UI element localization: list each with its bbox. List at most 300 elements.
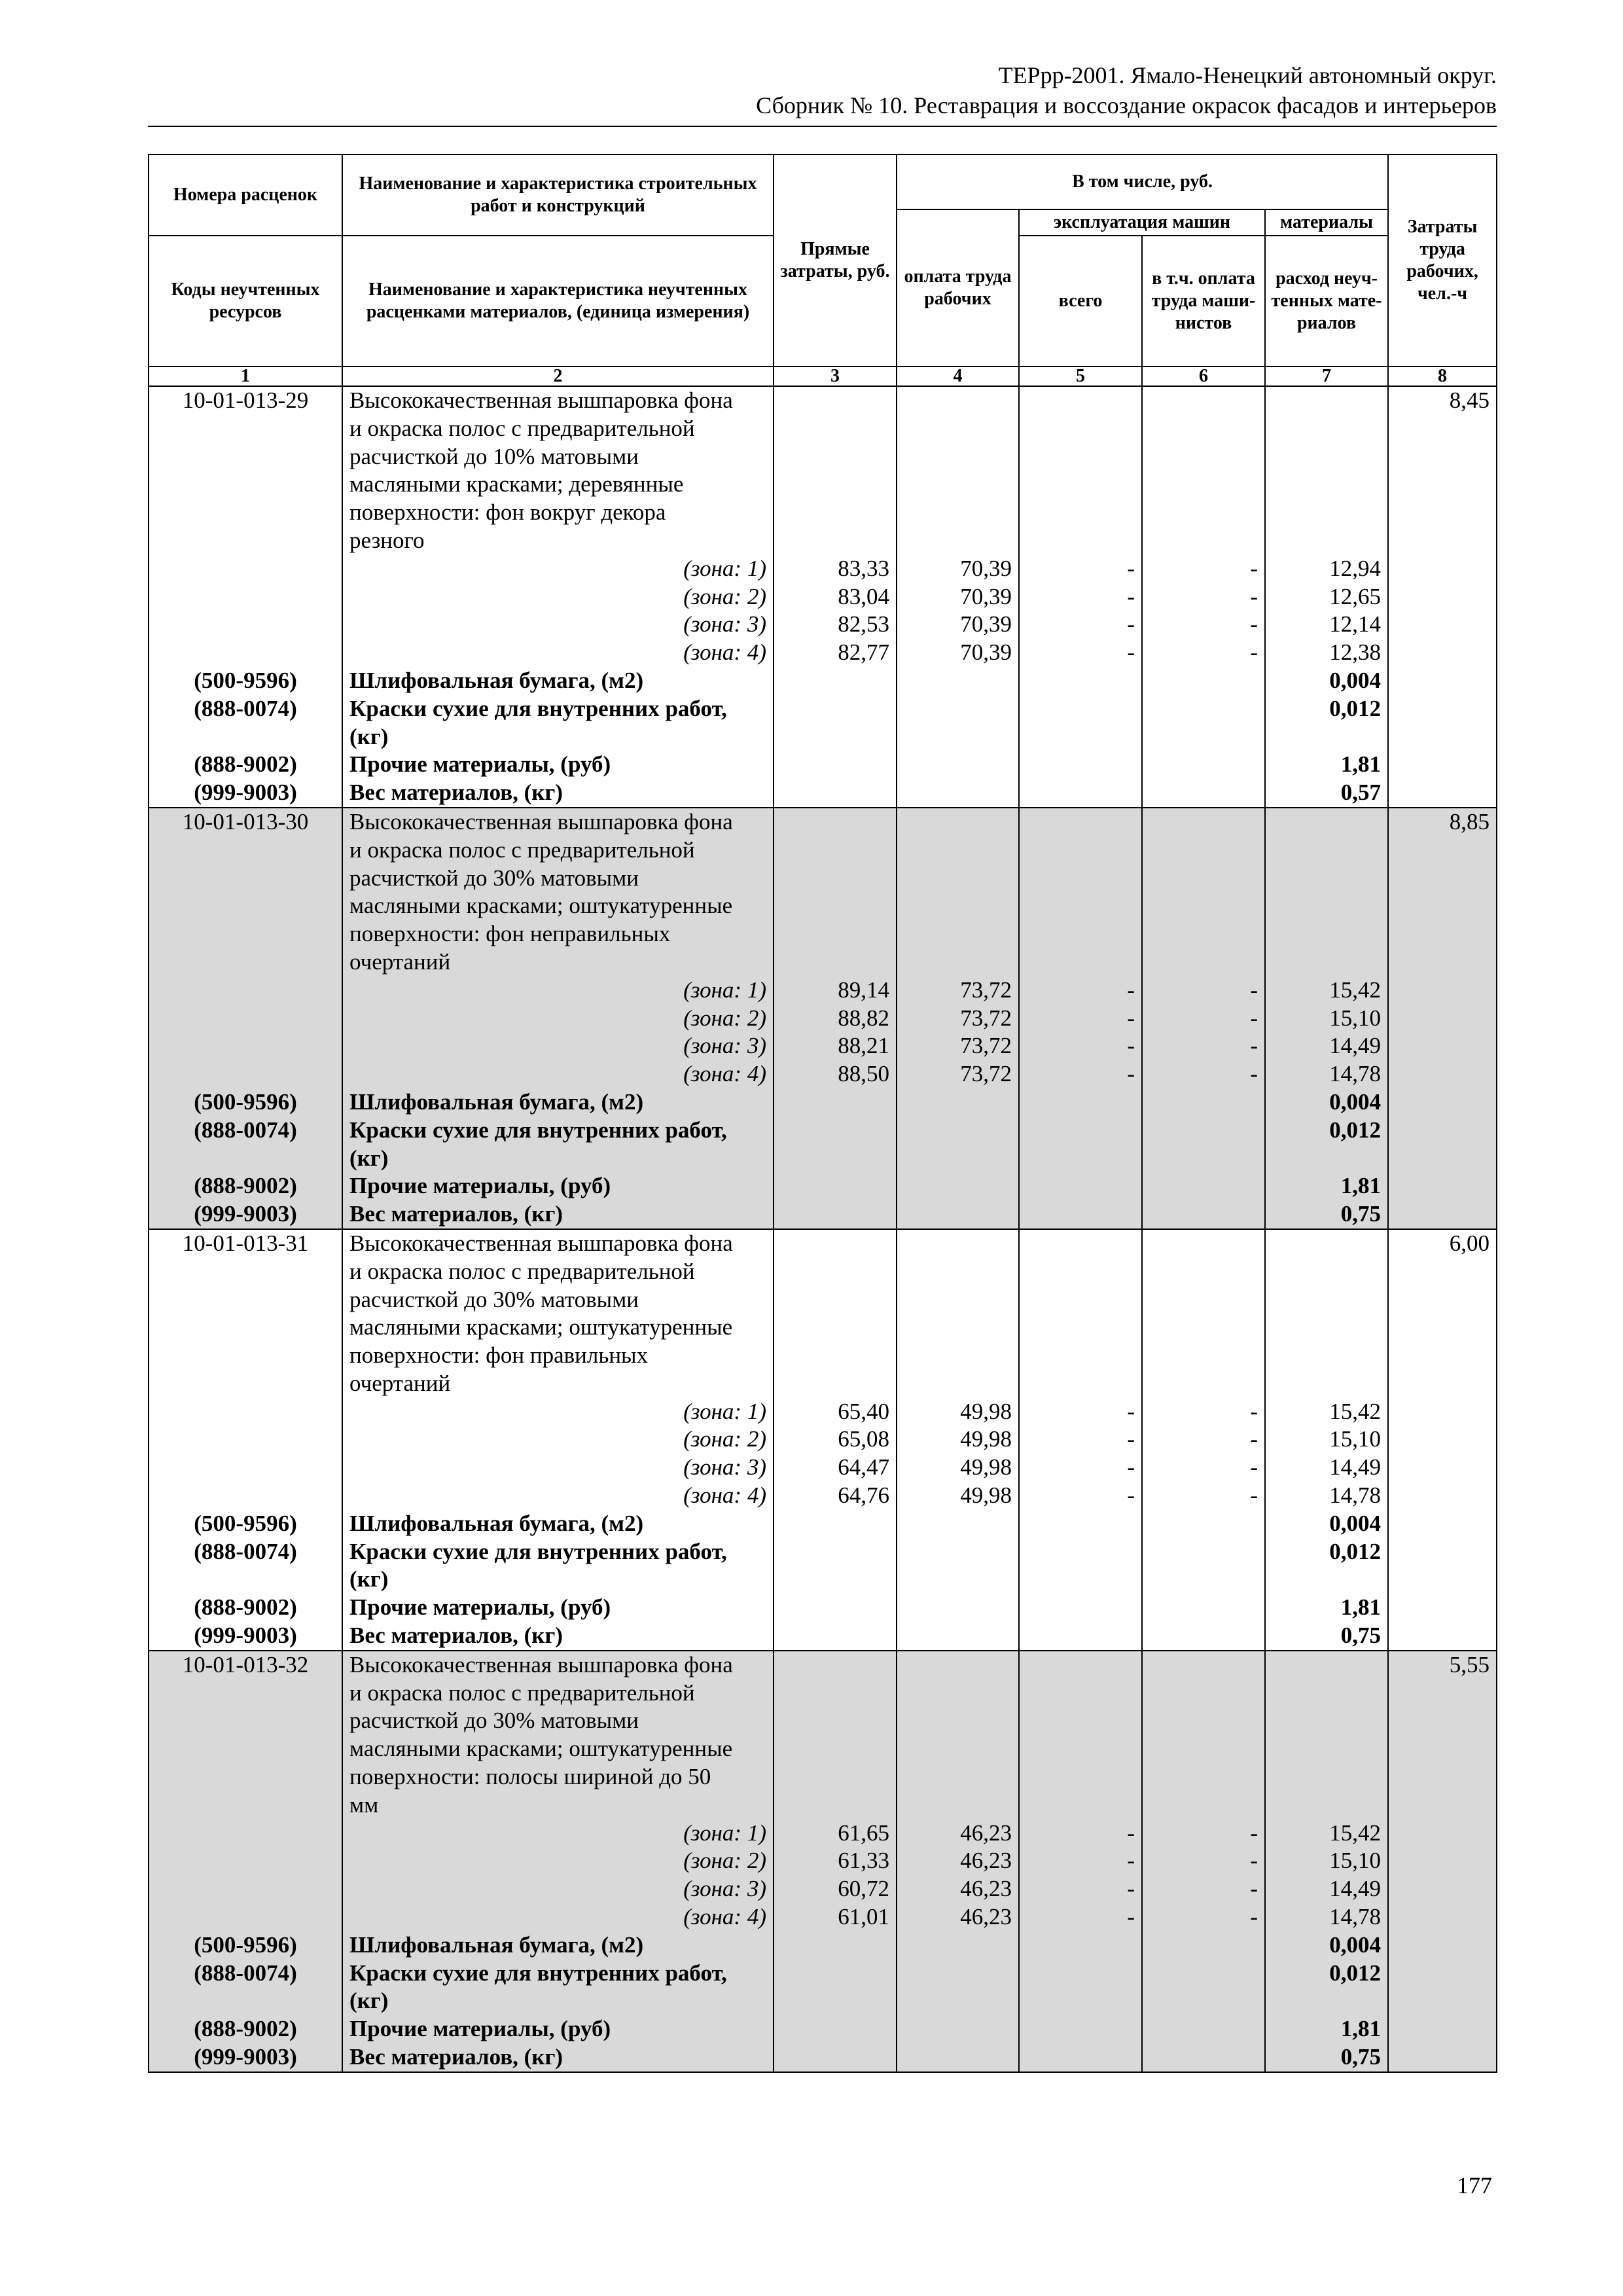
zone-label: (зона: 2) — [683, 1005, 766, 1031]
spacer — [904, 499, 1012, 527]
spacer — [1026, 892, 1135, 920]
machines-total-value: - — [1127, 583, 1135, 609]
spacer — [904, 1931, 1012, 1960]
spacer — [1026, 1594, 1135, 1622]
resource-name: Краски сухие для внутренних работ, — [349, 1960, 727, 1986]
materials-cell — [1265, 386, 1388, 808]
machines-total-cell — [1019, 808, 1142, 1229]
spacer — [781, 1538, 889, 1566]
machinist-pay-value: - — [1250, 1005, 1258, 1031]
machinist-pay-value: - — [1250, 555, 1258, 581]
machinist-pay-value: - — [1250, 1876, 1258, 1902]
resource-name: Вес материалов, (кг) — [349, 2044, 563, 2070]
spacer — [1026, 1117, 1135, 1145]
spacer — [781, 1342, 889, 1370]
spacer — [781, 1735, 889, 1763]
spacer — [156, 1005, 335, 1033]
spacer — [1149, 1145, 1258, 1173]
resource-code: (888-0074) — [194, 1117, 297, 1143]
spacer — [1026, 1230, 1135, 1258]
spacer — [1395, 639, 1489, 667]
spacer — [1149, 1791, 1258, 1820]
rate-description-line: мм — [349, 1791, 379, 1818]
resource-code: (888-0074) — [194, 1538, 297, 1564]
resource-amount: 0,012 — [1329, 1538, 1382, 1564]
resource-amount: 1,81 — [1340, 751, 1382, 778]
column-number: 1 — [149, 367, 342, 386]
spacer — [904, 1566, 1012, 1594]
spacer — [1395, 1117, 1489, 1145]
spacer — [904, 1735, 1012, 1763]
spacer — [1395, 723, 1489, 751]
spacer — [904, 1286, 1012, 1314]
materials-value: 15,10 — [1329, 1005, 1382, 1031]
spacer — [781, 499, 889, 527]
resource-amount: 1,81 — [1340, 2016, 1382, 2042]
spacer — [1026, 695, 1135, 723]
spacer — [156, 471, 335, 499]
spacer — [1149, 1987, 1258, 2015]
resource-name: Прочие материалы, (руб) — [349, 1594, 611, 1621]
spacer — [1272, 1679, 1381, 1708]
spacer — [156, 1398, 335, 1426]
direct-costs-value: 82,53 — [838, 611, 889, 637]
spacer — [1026, 1538, 1135, 1566]
worker-pay-value: 73,72 — [960, 1033, 1012, 1059]
spacer — [1026, 387, 1135, 415]
materials-value: 14,49 — [1329, 1876, 1382, 1902]
spacer — [904, 723, 1012, 751]
resource-name: Шлифовальная бумага, (м2) — [349, 1931, 644, 1958]
spacer — [1026, 1651, 1135, 1679]
spacer — [1395, 1172, 1489, 1200]
spacer — [156, 1679, 335, 1708]
worker-pay-cell — [897, 1229, 1019, 1651]
spacer — [1272, 527, 1381, 555]
direct-costs-value: 88,21 — [838, 1033, 889, 1059]
spacer — [156, 1426, 335, 1454]
spacer — [781, 2015, 889, 2043]
spacer — [1149, 865, 1258, 893]
resource-code: (500-9596) — [194, 667, 297, 693]
spacer — [781, 1931, 889, 1960]
spacer — [156, 1875, 335, 1903]
spacer — [781, 948, 889, 977]
spacer — [904, 2015, 1012, 2043]
spacer — [1149, 2043, 1258, 2072]
spacer — [1272, 808, 1381, 836]
rate-description-line: Высококачественная вышпаровка фона — [349, 1651, 733, 1677]
rate-description-line: масляными красками; оштукатуренные — [349, 1736, 733, 1762]
spacer — [156, 977, 335, 1005]
resource-name: Шлифовальная бумага, (м2) — [349, 667, 644, 693]
spacer — [156, 555, 335, 583]
spacer — [904, 1314, 1012, 1342]
resource-amount: 0,012 — [1329, 695, 1382, 721]
worker-pay-value: 46,23 — [960, 1820, 1012, 1846]
worker-pay-value: 70,39 — [960, 639, 1012, 666]
materials-value: 15,42 — [1329, 1820, 1382, 1846]
spacer — [781, 1987, 889, 2015]
resource-amount: 0,75 — [1340, 2044, 1382, 2070]
materials-value: 14,78 — [1329, 1061, 1382, 1087]
column-number: 2 — [342, 367, 774, 386]
spacer — [781, 1286, 889, 1314]
col-header-unaccounted-material-use: расход неуч-тенных мате-риалов — [1265, 236, 1388, 367]
spacer — [1395, 1286, 1489, 1314]
resource-amount: 0,57 — [1340, 780, 1382, 806]
materials-cell — [1265, 1651, 1388, 2072]
spacer — [904, 443, 1012, 471]
spacer — [1272, 1230, 1381, 1258]
resource-code: (888-9002) — [194, 2016, 297, 2042]
spacer — [1026, 1172, 1135, 1200]
spacer — [156, 1314, 335, 1342]
rate-description-line: масляными красками; деревянные — [349, 471, 684, 497]
labor-value: 6,00 — [1449, 1230, 1490, 1256]
spacer — [1272, 948, 1381, 977]
resource-name: Краски сухие для внутренних работ, — [349, 695, 727, 721]
spacer — [781, 865, 889, 893]
spacer — [904, 1538, 1012, 1566]
resource-code: (999-9003) — [194, 1623, 297, 1649]
spacer — [1149, 471, 1258, 499]
spacer — [156, 920, 335, 948]
spacer — [1395, 836, 1489, 865]
spacer — [1272, 836, 1381, 865]
spacer — [1395, 2043, 1489, 2072]
spacer — [1026, 443, 1135, 471]
column-number: 4 — [897, 367, 1019, 386]
spacer — [781, 695, 889, 723]
spacer — [1395, 977, 1489, 1005]
spacer — [781, 1594, 889, 1622]
col-header-direct-costs: Прямые затраты, руб. — [774, 154, 897, 367]
machines-total-value: - — [1127, 1482, 1135, 1509]
spacer — [781, 1510, 889, 1538]
spacer — [1026, 1763, 1135, 1791]
resource-code: (888-9002) — [194, 1594, 297, 1621]
direct-costs-value: 61,65 — [838, 1820, 889, 1846]
spacer — [1395, 1594, 1489, 1622]
spacer — [904, 1172, 1012, 1200]
resource-name: Шлифовальная бумага, (м2) — [349, 1088, 644, 1115]
worker-pay-value: 73,72 — [960, 1005, 1012, 1031]
spacer — [1395, 527, 1489, 555]
resource-name: (кг) — [349, 723, 389, 749]
spacer — [1272, 1651, 1381, 1679]
spacer — [156, 1286, 335, 1314]
spacer — [781, 1088, 889, 1117]
spacer — [1395, 1258, 1489, 1286]
resource-amount: 1,81 — [1340, 1594, 1382, 1621]
direct-costs-cell — [774, 1229, 897, 1651]
running-head — [756, 60, 1497, 120]
resource-amount: 0,012 — [1329, 1960, 1382, 1986]
spacer — [1272, 892, 1381, 920]
spacer — [781, 1370, 889, 1398]
spacer — [781, 1651, 889, 1679]
zone-label: (зона: 1) — [683, 977, 766, 1003]
rates-table — [148, 154, 1497, 2073]
materials-value: 14,78 — [1329, 1482, 1382, 1509]
spacer — [1149, 1594, 1258, 1622]
column-number: 3 — [774, 367, 897, 386]
spacer — [156, 1847, 335, 1875]
spacer — [1149, 948, 1258, 977]
spacer — [1395, 1931, 1489, 1960]
spacer — [904, 836, 1012, 865]
spacer — [1149, 1172, 1258, 1200]
spacer — [1026, 1791, 1135, 1820]
spacer — [904, 920, 1012, 948]
zone-label: (зона: 2) — [683, 583, 766, 609]
spacer — [1272, 387, 1381, 415]
rate-row — [149, 1229, 1497, 1651]
spacer — [1395, 1960, 1489, 1988]
rate-description-line: расчисткой до 30% матовыми — [349, 865, 639, 891]
spacer — [1272, 1145, 1381, 1173]
resource-amount: 0,004 — [1329, 667, 1382, 693]
spacer — [1272, 723, 1381, 751]
spacer — [1395, 948, 1489, 977]
spacer — [156, 1820, 335, 1848]
spacer — [1395, 415, 1489, 443]
spacer — [781, 1258, 889, 1286]
worker-pay-value: 49,98 — [960, 1426, 1012, 1452]
spacer — [156, 1370, 335, 1398]
spacer — [904, 527, 1012, 555]
spacer — [1149, 387, 1258, 415]
spacer — [1149, 667, 1258, 695]
spacer — [156, 1258, 335, 1286]
direct-costs-value: 64,47 — [838, 1454, 889, 1480]
spacer — [1149, 751, 1258, 779]
worker-pay-value: 49,98 — [960, 1482, 1012, 1509]
spacer — [156, 1482, 335, 1510]
machinist-pay-value: - — [1250, 1454, 1258, 1480]
spacer — [781, 1566, 889, 1594]
materials-cell — [1265, 1229, 1388, 1651]
spacer — [1026, 1566, 1135, 1594]
materials-value: 12,94 — [1329, 555, 1382, 581]
col-header-unaccounted-names: Наименование и характеристика неучтенных расценками материалов, (единица измерения) — [342, 236, 774, 367]
page-number: 177 — [1457, 2172, 1492, 2198]
materials-value: 15,42 — [1329, 1398, 1382, 1424]
spacer — [1395, 1482, 1489, 1510]
spacer — [1395, 1454, 1489, 1482]
machines-total-value: - — [1127, 1876, 1135, 1902]
materials-value: 12,65 — [1329, 583, 1382, 609]
spacer — [1149, 723, 1258, 751]
zone-label: (зона: 4) — [683, 639, 766, 666]
machinist-pay-cell — [1142, 1229, 1265, 1651]
resource-name: Прочие материалы, (руб) — [349, 2016, 611, 2042]
spacer — [1272, 1370, 1381, 1398]
spacer — [1026, 1960, 1135, 1988]
machinist-pay-value: - — [1250, 1033, 1258, 1059]
spacer — [1149, 527, 1258, 555]
direct-costs-value: 88,82 — [838, 1005, 889, 1031]
resource-amount: 1,81 — [1340, 1173, 1382, 1199]
labor-cell — [1388, 808, 1497, 1229]
rate-description-line: масляными красками; оштукатуренные — [349, 893, 733, 919]
spacer — [1149, 808, 1258, 836]
spacer — [904, 1707, 1012, 1735]
spacer — [1395, 892, 1489, 920]
labor-cell — [1388, 1229, 1497, 1651]
resource-name: Вес материалов, (кг) — [349, 1201, 563, 1227]
rate-description-line: очертаний — [349, 948, 451, 975]
spacer — [1026, 1145, 1135, 1173]
resource-code: (888-0074) — [194, 1960, 297, 1986]
spacer — [156, 611, 335, 639]
col-header-machinist-pay: в т.ч. оплата труда маши-нистов — [1142, 236, 1265, 367]
spacer — [1149, 1200, 1258, 1229]
spacer — [156, 836, 335, 865]
spacer — [1395, 1820, 1489, 1848]
zone-label: (зона: 2) — [683, 1426, 766, 1452]
spacer — [904, 1230, 1012, 1258]
spacer — [1026, 1931, 1135, 1960]
spacer — [1395, 1875, 1489, 1903]
spacer — [156, 1566, 335, 1594]
rate-description-line: очертаний — [349, 1370, 451, 1396]
machinist-pay-cell — [1142, 1651, 1265, 2072]
spacer — [1395, 1200, 1489, 1229]
resource-name: Прочие материалы, (руб) — [349, 751, 611, 778]
worker-pay-value: 73,72 — [960, 977, 1012, 1003]
spacer — [781, 1707, 889, 1735]
spacer — [1026, 415, 1135, 443]
direct-costs-cell — [774, 386, 897, 808]
spacer — [1149, 1735, 1258, 1763]
spacer — [156, 1342, 335, 1370]
materials-value: 14,49 — [1329, 1033, 1382, 1059]
zone-label: (зона: 4) — [683, 1061, 766, 1087]
spacer — [904, 1622, 1012, 1650]
resource-name: Вес материалов, (кг) — [349, 780, 563, 806]
spacer — [1149, 1230, 1258, 1258]
spacer — [1026, 2043, 1135, 2072]
zone-label: (зона: 3) — [683, 1454, 766, 1480]
header-rule — [148, 126, 1497, 127]
spacer — [781, 1172, 889, 1200]
resource-code: (500-9596) — [194, 1088, 297, 1115]
spacer — [156, 865, 335, 893]
spacer — [781, 1960, 889, 1988]
spacer — [781, 723, 889, 751]
resource-name: (кг) — [349, 1566, 389, 1592]
spacer — [781, 1622, 889, 1650]
zone-label: (зона: 4) — [683, 1482, 766, 1509]
spacer — [1395, 1903, 1489, 1931]
col-header-work-name: Наименование и характеристика строительных работ и конструкций — [342, 154, 774, 236]
spacer — [904, 1258, 1012, 1286]
spacer — [1272, 415, 1381, 443]
spacer — [781, 808, 889, 836]
spacer — [1395, 583, 1489, 611]
spacer — [904, 471, 1012, 499]
spacer — [904, 1987, 1012, 2015]
rate-code: 10-01-013-30 — [182, 808, 309, 834]
resource-code: (888-9002) — [194, 1173, 297, 1199]
spacer — [156, 639, 335, 667]
spacer — [1395, 1847, 1489, 1875]
spacer — [1272, 1566, 1381, 1594]
machines-total-value: - — [1127, 1820, 1135, 1846]
materials-value: 14,78 — [1329, 1904, 1382, 1930]
machinist-pay-value: - — [1250, 1848, 1258, 1874]
spacer — [156, 1454, 335, 1482]
zone-label: (зона: 1) — [683, 1398, 766, 1424]
worker-pay-value: 70,39 — [960, 611, 1012, 637]
spacer — [1026, 667, 1135, 695]
rate-description-line: резного — [349, 527, 425, 553]
spacer — [1395, 1314, 1489, 1342]
machines-total-cell — [1019, 386, 1142, 808]
spacer — [1149, 1258, 1258, 1286]
materials-value: 15,42 — [1329, 977, 1382, 1003]
spacer — [1395, 695, 1489, 723]
spacer — [781, 751, 889, 779]
rate-description-line: поверхности: фон неправильных — [349, 921, 671, 947]
spacer — [1026, 1679, 1135, 1708]
spacer — [1395, 2015, 1489, 2043]
spacer — [1272, 471, 1381, 499]
spacer — [904, 387, 1012, 415]
direct-costs-cell — [774, 1651, 897, 2072]
spacer — [781, 415, 889, 443]
spacer — [781, 471, 889, 499]
spacer — [781, 1117, 889, 1145]
spacer — [1026, 751, 1135, 779]
spacer — [1272, 443, 1381, 471]
labor-value: 8,45 — [1449, 387, 1490, 413]
spacer — [1395, 1426, 1489, 1454]
direct-costs-value: 60,72 — [838, 1876, 889, 1902]
rate-description-line: Высококачественная вышпаровка фона — [349, 1230, 733, 1256]
zone-label: (зона: 3) — [683, 1876, 766, 1902]
spacer — [781, 1230, 889, 1258]
rate-code-cell — [149, 386, 342, 808]
spacer — [1395, 1566, 1489, 1594]
spacer — [1395, 1060, 1489, 1088]
spacer — [156, 1987, 335, 2015]
spacer — [1272, 865, 1381, 893]
spacer — [1272, 1763, 1381, 1791]
machines-total-cell — [1019, 1229, 1142, 1651]
spacer — [781, 1314, 889, 1342]
spacer — [904, 751, 1012, 779]
spacer — [1149, 1117, 1258, 1145]
machines-total-value: - — [1127, 1033, 1135, 1059]
resource-code: (999-9003) — [194, 1201, 297, 1227]
resource-name: Краски сухие для внутренних работ, — [349, 1117, 727, 1143]
spacer — [1395, 779, 1489, 807]
spacer — [1395, 611, 1489, 639]
direct-costs-value: 65,40 — [838, 1398, 889, 1424]
spacer — [781, 920, 889, 948]
labor-value: 5,55 — [1449, 1651, 1490, 1677]
col-header-machines-total: всего — [1019, 236, 1142, 367]
spacer — [1026, 1200, 1135, 1229]
spacer — [156, 892, 335, 920]
spacer — [1026, 499, 1135, 527]
materials-value: 12,14 — [1329, 611, 1382, 637]
spacer — [1395, 667, 1489, 695]
zone-label: (зона: 3) — [683, 611, 766, 637]
